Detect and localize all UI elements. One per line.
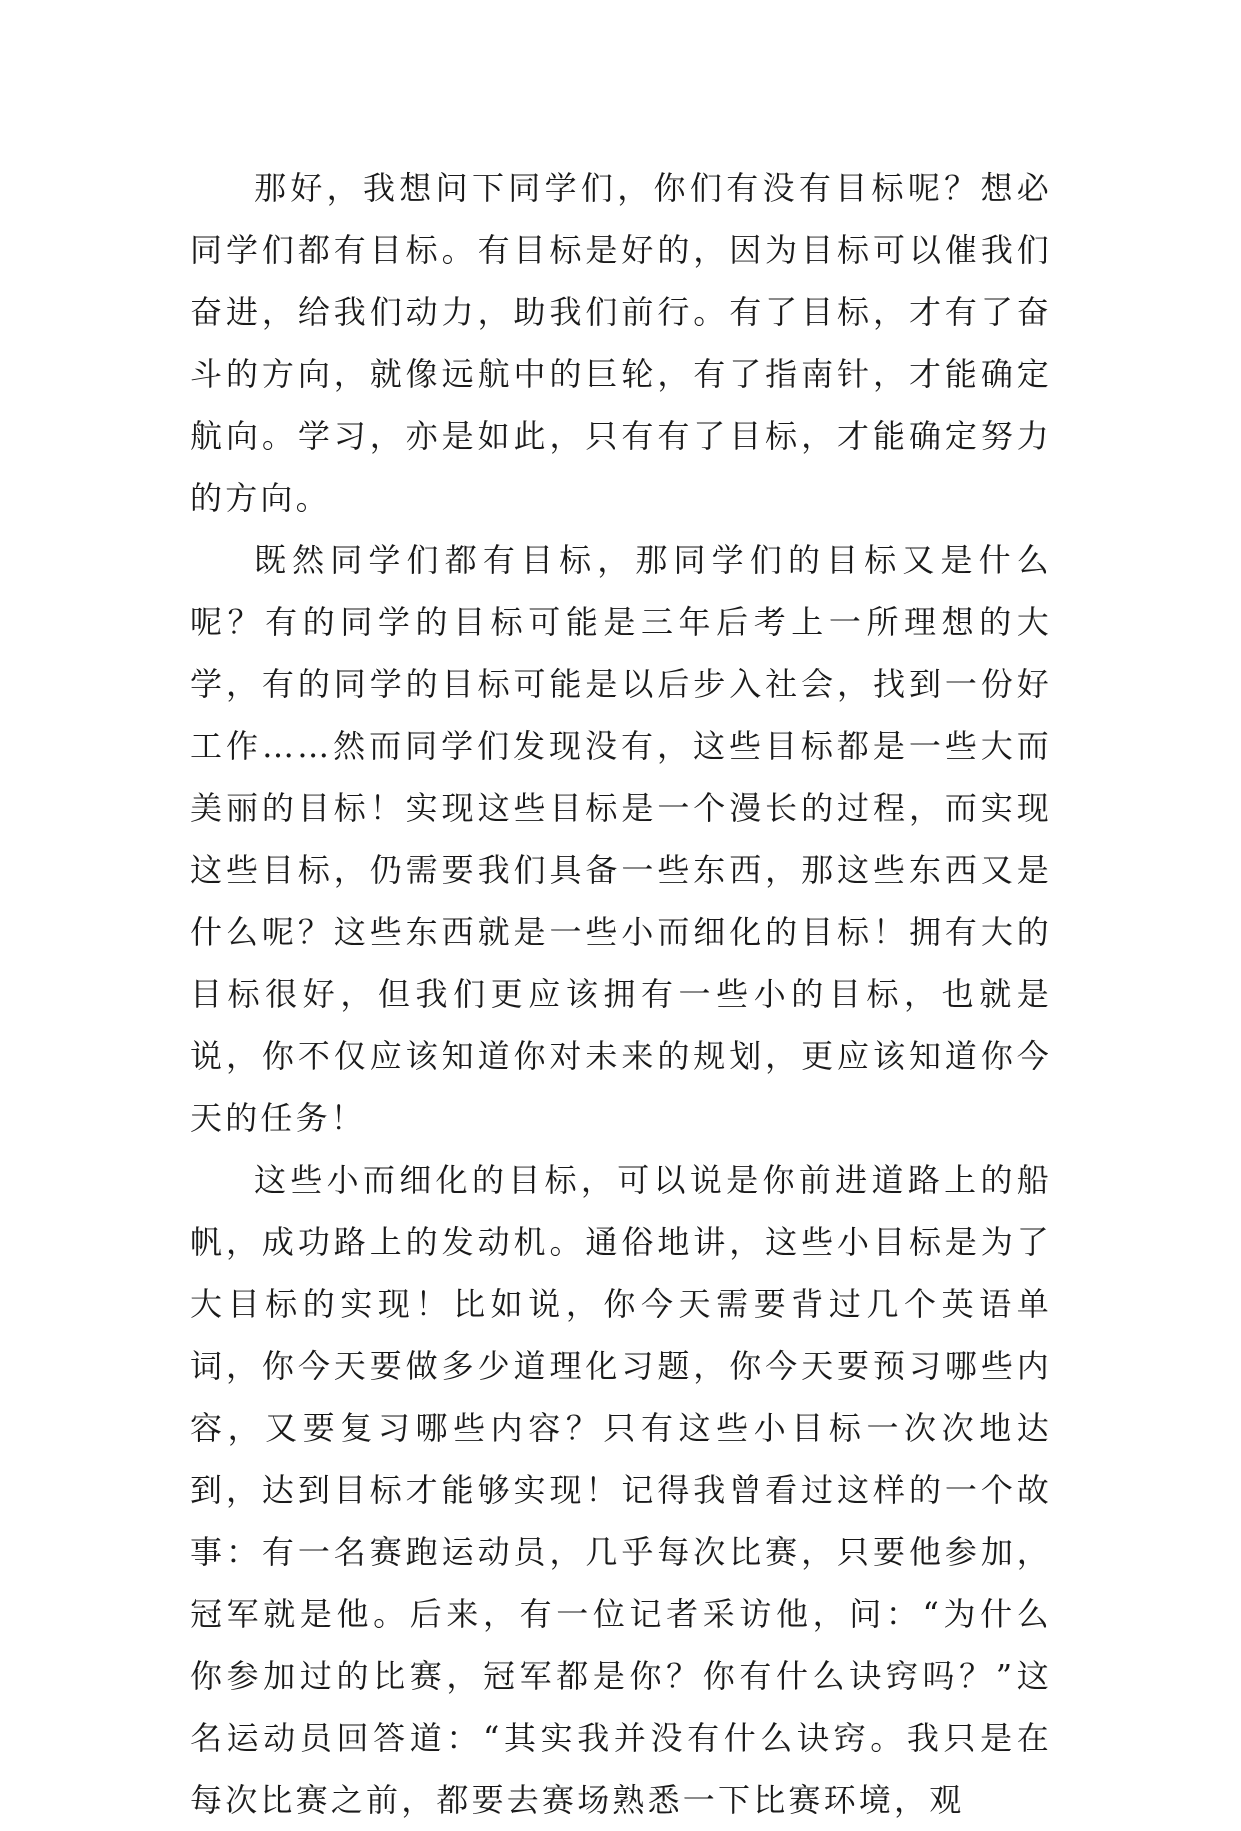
paragraph-3: 这些小而细化的目标，可以说是你前进道路上的船帆，成功路上的发动机。通俗地讲，这些小目标是为了大目标的实现！比如说，你今天需要背过几个英语单词，你今天要做多少道理化习题，你今天要预习哪些内容，又要复习哪些内容？只有这些小目标一次次地达到，达到目标才能够实现！记得我曾看过这样的一个故事：有一名赛跑运动员，几乎每次比赛，只要他参加，冠军就是他。后来，有一位记者采访他，问：“为什么你参加过的比赛，冠军都是你？你有什么诀窍吗？”这名运动员回答道：“其实我并没有什么诀窍。我只是在每次比赛之前，都要去赛场熟悉一下比赛环境，观 bbox=[190, 1161, 1052, 1819]
paragraph-2: 既然同学们都有目标，那同学们的目标又是什么呢？有的同学的目标可能是三年后考上一所理想的大学，有的同学的目标可能是以后步入社会，找到一份好工作……然而同学们发现没有，这些目标都是一些大而美丽的目标！实现这些目标是一个漫长的过程，而实现这些目标，仍需要我们具备一些东西，那这些东西又是什么呢？这些东西就是一些小而细化的目标！拥有大的目标很好，但我们更应该拥有一些小的目标，也就是说，你不仅应该知道你对未来的规划，更应该知道你今天的任务！ bbox=[190, 541, 1052, 1137]
document-body bbox=[190, 157, 1052, 1831]
paragraph-1: 那好，我想问下同学们，你们有没有目标呢？想必同学们都有目标。有目标是好的，因为目标可以催我们奋进，给我们动力，助我们前行。有了目标，才有了奋斗的方向，就像远航中的巨轮，有了指南针，才能确定航向。学习，亦是如此，只有有了目标，才能确定努力的方向。 bbox=[190, 169, 1052, 517]
